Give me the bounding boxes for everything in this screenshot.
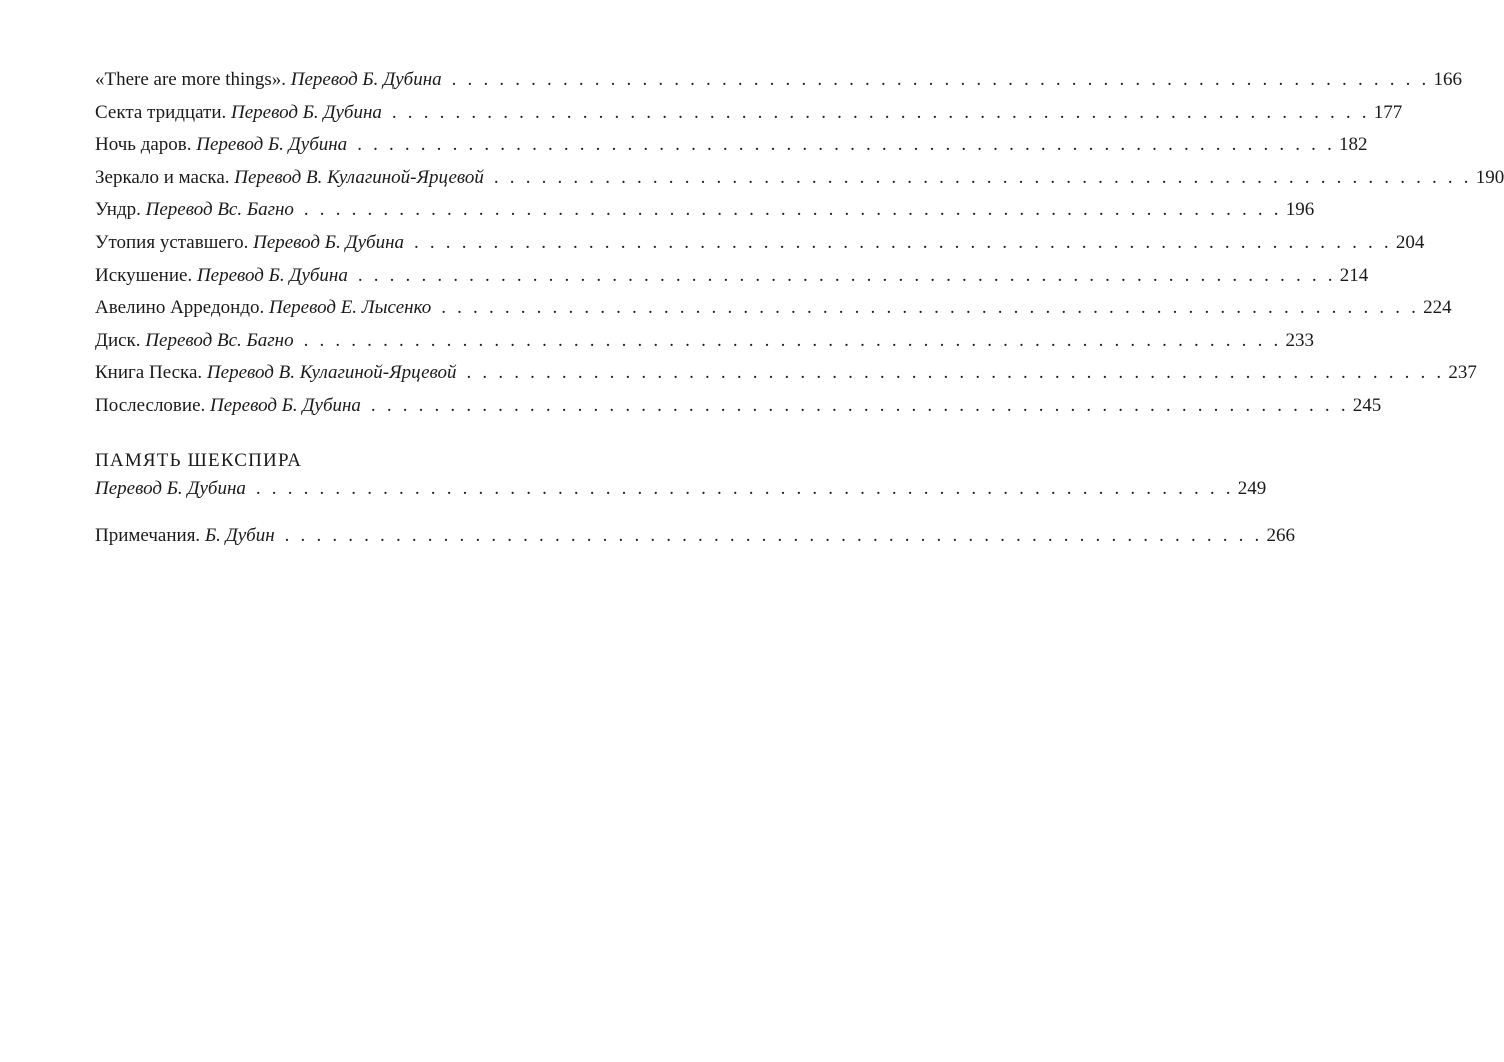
- toc-entry[interactable]: [95, 390, 1382, 423]
- toc-entry[interactable]: [95, 227, 1425, 260]
- entry-translator: Перевод В. Кулагиной-Ярцевой: [234, 166, 484, 188]
- entry-title: Диск.: [95, 329, 141, 351]
- entry-translator: Перевод В. Кулагиной-Ярцевой: [206, 362, 457, 384]
- entry-title: Ундр.: [95, 199, 141, 221]
- dot-leader: . . . . . . . . . . . . . . . . . . . . . . . . . . . . . . . . . . . . . . . . . . . . . . . . . . . . . . . . . . . . . .: [303, 329, 1282, 351]
- page-number: 249: [1237, 477, 1267, 499]
- entry-title: Зеркало и маска.: [95, 166, 230, 188]
- dot-leader: . . . . . . . . . . . . . . . . . . . . . . . . . . . . . . . . . . . . . . . . . . . . . . . . . . . . . . . . . . . . . .: [391, 101, 1370, 123]
- page-number: 266: [1266, 524, 1296, 546]
- entry-title: «There are more things».: [95, 69, 286, 90]
- dot-leader: . . . . . . . . . . . . . . . . . . . . . . . . . . . . . . . . . . . . . . . . . . . . . . . . . . . . . . . . . . . . . .: [451, 69, 1430, 90]
- entry-title: Авелино Арредондо.: [95, 297, 265, 319]
- page-number: 182: [1339, 134, 1368, 156]
- entry-title: Утопия уставшего.: [95, 231, 249, 253]
- entry-title: Примечания.: [95, 524, 201, 546]
- entry-translator: Перевод Б. Дубина: [196, 134, 348, 156]
- section-entry[interactable]: [95, 475, 1267, 502]
- entry-title: Книга Песка.: [95, 362, 203, 384]
- toc-entry[interactable]: [95, 129, 1368, 162]
- entry-translator: Перевод Вс. Багно: [145, 199, 294, 221]
- dot-leader: . . . . . . . . . . . . . . . . . . . . . . . . . . . . . . . . . . . . . . . . . . . . . . . . . . . . . . . . . . . . . .: [466, 362, 1445, 384]
- entry-translator: Перевод Б. Дубина: [210, 394, 361, 416]
- entry-translator: Перевод Б. Дубина: [196, 264, 348, 286]
- notes-entry[interactable]: [95, 520, 1296, 553]
- page-number: 214: [1339, 264, 1369, 286]
- page-number: 224: [1423, 297, 1452, 319]
- table-of-contents: [95, 64, 1504, 552]
- toc-entry[interactable]: [95, 162, 1504, 195]
- dot-leader: . . . . . . . . . . . . . . . . . . . . . . . . . . . . . . . . . . . . . . . . . . . . . . . . . . . . . . . . . . . . . .: [303, 199, 1282, 221]
- page-number: 245: [1352, 394, 1382, 416]
- entry-title: Ночь даров.: [95, 134, 192, 156]
- section-translator: Перевод Б. Дубина: [95, 477, 246, 499]
- entry-translator: Перевод Б. Дубина: [253, 231, 404, 253]
- page-number: 196: [1285, 199, 1315, 221]
- toc-entry[interactable]: [95, 292, 1452, 325]
- dot-leader: . . . . . . . . . . . . . . . . . . . . . . . . . . . . . . . . . . . . . . . . . . . . . . . . . . . . . . . . . . . . . .: [370, 394, 1349, 416]
- entry-translator: Перевод Е. Лысенко: [269, 297, 432, 319]
- toc-entry[interactable]: [95, 325, 1314, 358]
- toc-entry[interactable]: [95, 64, 1462, 97]
- dot-leader: . . . . . . . . . . . . . . . . . . . . . . . . . . . . . . . . . . . . . . . . . . . . . . . . . . . . . . . . . . . . . .: [357, 134, 1336, 156]
- dot-leader: . . . . . . . . . . . . . . . . . . . . . . . . . . . . . . . . . . . . . . . . . . . . . . . . . . . . . . . . . . . . . .: [357, 264, 1336, 286]
- page-number: 190: [1475, 166, 1504, 188]
- toc-entry[interactable]: [95, 357, 1477, 390]
- toc-entry[interactable]: [95, 97, 1403, 130]
- page-number: 233: [1285, 329, 1314, 351]
- entry-translator: Перевод Б. Дубина: [290, 69, 442, 90]
- entry-title: Послесловие.: [95, 394, 206, 416]
- page-number: 177: [1373, 101, 1403, 123]
- dot-leader: . . . . . . . . . . . . . . . . . . . . . . . . . . . . . . . . . . . . . . . . . . . . . . . . . . . . . . . . . . . . . .: [493, 166, 1472, 188]
- dot-leader: . . . . . . . . . . . . . . . . . . . . . . . . . . . . . . . . . . . . . . . . . . . . . . . . . . . . . . . . . . . . . .: [414, 231, 1392, 253]
- entry-translator: Перевод Вс. Багно: [145, 329, 294, 351]
- section-heading: ПАМЯТЬ ШЕКСПИРА: [95, 449, 303, 471]
- entry-title: Секта тридцати.: [95, 101, 227, 123]
- page-number: 204: [1395, 231, 1425, 253]
- entry-author: Б. Дубин: [204, 524, 275, 546]
- dot-leader: . . . . . . . . . . . . . . . . . . . . . . . . . . . . . . . . . . . . . . . . . . . . . . . . . . . . . . . . . . . . . .: [441, 297, 1420, 319]
- dot-leader: . . . . . . . . . . . . . . . . . . . . . . . . . . . . . . . . . . . . . . . . . . . . . . . . . . . . . . . . . . . . . .: [255, 477, 1234, 499]
- toc-entry[interactable]: [95, 260, 1369, 293]
- entry-translator: Перевод Б. Дубина: [231, 101, 382, 123]
- page-number: 237: [1448, 362, 1477, 384]
- dot-leader: . . . . . . . . . . . . . . . . . . . . . . . . . . . . . . . . . . . . . . . . . . . . . . . . . . . . . . . . . . . . . .: [284, 524, 1263, 546]
- entry-title: Искушение.: [95, 264, 193, 286]
- page-number: 166: [1433, 69, 1462, 90]
- toc-entry[interactable]: [95, 194, 1315, 227]
